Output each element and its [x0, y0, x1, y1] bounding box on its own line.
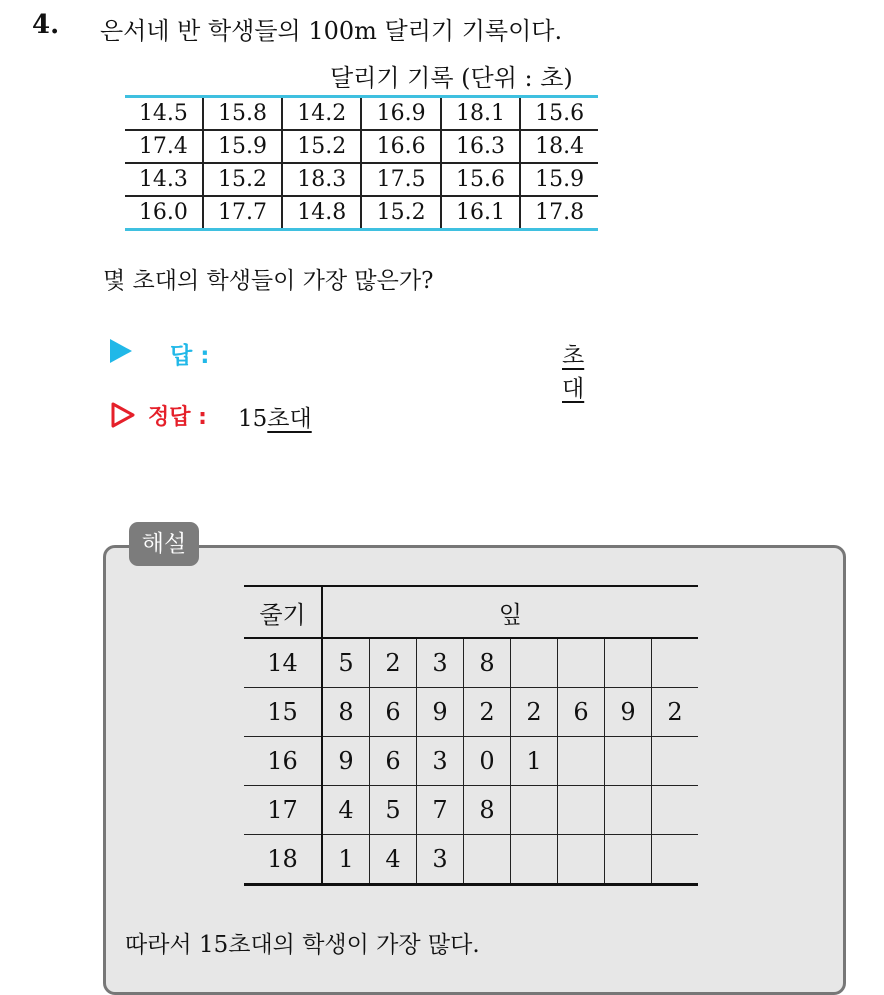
stem-cell: 16	[244, 737, 322, 786]
leaf-cell	[511, 638, 558, 688]
table-row	[125, 196, 598, 230]
outline-triangle-icon	[110, 402, 136, 428]
leaf-cell	[558, 737, 605, 786]
table-cell: 16.6	[361, 130, 440, 163]
leaf-cell	[652, 638, 699, 688]
explanation-conclusion: 따라서 15초대의 학생이 가장 많다.	[125, 932, 480, 958]
leaf-cell: 1	[511, 737, 558, 786]
leaf-cell: 4	[370, 835, 417, 885]
leaf-cell	[652, 786, 699, 835]
answer-label: 답 :	[170, 343, 210, 369]
leaf-cell	[511, 786, 558, 835]
leaf-cell: 8	[464, 638, 511, 688]
stem-leaf-row	[244, 638, 698, 688]
answer-row	[110, 335, 585, 402]
stem-cell: 15	[244, 688, 322, 737]
stem-leaf-header-row	[244, 586, 698, 638]
table-cell: 17.8	[520, 196, 598, 230]
table-cell: 18.4	[520, 130, 598, 163]
leaf-cell	[464, 835, 511, 885]
leaf-cell: 6	[370, 688, 417, 737]
leaf-cell	[558, 638, 605, 688]
leaf-cell: 8	[322, 688, 370, 737]
leaf-cell: 3	[417, 737, 464, 786]
table-cell: 15.2	[203, 163, 282, 196]
leaf-cell	[652, 737, 699, 786]
leaf-cell: 6	[558, 688, 605, 737]
table-row	[125, 163, 598, 196]
correct-answer-number: 15	[238, 406, 268, 432]
leaf-cell: 2	[370, 638, 417, 688]
leaf-cell: 0	[464, 737, 511, 786]
table-cell: 18.3	[282, 163, 361, 196]
correct-answer-row	[110, 398, 410, 430]
table-caption: 달리기 기록 (단위 : 초)	[330, 64, 573, 92]
stem-header: 줄기	[244, 586, 322, 638]
records-table	[125, 95, 598, 231]
question-prompt: 몇 초대의 학생들이 가장 많은가?	[103, 268, 434, 294]
table-cell: 17.4	[125, 130, 203, 163]
table-cell: 17.5	[361, 163, 440, 196]
table-cell: 16.1	[441, 196, 520, 230]
leaf-cell	[558, 786, 605, 835]
stem-cell: 17	[244, 786, 322, 835]
leaf-cell: 7	[417, 786, 464, 835]
play-triangle-icon	[110, 339, 132, 363]
table-cell: 14.3	[125, 163, 203, 196]
stem-leaf-row	[244, 737, 698, 786]
leaf-cell: 3	[417, 835, 464, 885]
leaf-cell	[605, 835, 652, 885]
leaf-cell: 5	[322, 638, 370, 688]
table-cell: 14.5	[138, 101, 188, 126]
leaf-header: 잎	[322, 586, 698, 638]
leaf-cell	[605, 638, 652, 688]
table-row	[125, 97, 598, 131]
table-row	[125, 130, 598, 163]
table-cell: 14.2	[282, 97, 361, 131]
leaf-cell: 9	[605, 688, 652, 737]
stem-cell: 18	[244, 835, 322, 885]
correct-answer-value	[238, 400, 312, 433]
leaf-cell	[605, 786, 652, 835]
table-cell: 14.8	[282, 196, 361, 230]
leaf-cell	[511, 835, 558, 885]
leaf-cell: 2	[511, 688, 558, 737]
table-cell: 16.9	[361, 97, 440, 131]
leaf-cell: 1	[322, 835, 370, 885]
table-cell: 15.6	[520, 97, 598, 131]
leaf-cell: 5	[370, 786, 417, 835]
leaf-cell: 6	[370, 737, 417, 786]
table-cell: 17.7	[203, 196, 282, 230]
leaf-cell	[652, 835, 699, 885]
leaf-cell: 2	[464, 688, 511, 737]
table-cell: 16.0	[125, 196, 203, 230]
table-cell: 15.2	[282, 130, 361, 163]
leaf-cell: 4	[322, 786, 370, 835]
answer-unit: 초대	[562, 343, 585, 402]
leaf-cell: 8	[464, 786, 511, 835]
table-cell: 15.9	[203, 130, 282, 163]
leaf-cell	[605, 737, 652, 786]
stem-leaf-row	[244, 786, 698, 835]
table-cell: 15.6	[441, 163, 520, 196]
leaf-cell: 9	[417, 688, 464, 737]
question-text: 은서네 반 학생들의 100m 달리기 기록이다.	[100, 17, 563, 45]
table-cell: 16.3	[441, 130, 520, 163]
table-cell: 15.2	[361, 196, 440, 230]
correct-answer-label: 정답 :	[148, 405, 207, 430]
table-cell: 15.9	[520, 163, 598, 196]
table-cell: 18.1	[441, 97, 520, 131]
stem-leaf-row	[244, 835, 698, 885]
stem-cell: 14	[244, 638, 322, 688]
stem-leaf-table	[244, 585, 698, 886]
leaf-cell: 3	[417, 638, 464, 688]
correct-answer-unit: 초대	[267, 406, 312, 432]
question-number: 4.	[32, 10, 60, 40]
leaf-cell: 2	[652, 688, 699, 737]
leaf-cell: 9	[322, 737, 370, 786]
explanation-tag: 해설	[129, 522, 199, 566]
leaf-cell	[558, 835, 605, 885]
table-cell: 15.8	[203, 97, 282, 131]
stem-leaf-row	[244, 688, 698, 737]
